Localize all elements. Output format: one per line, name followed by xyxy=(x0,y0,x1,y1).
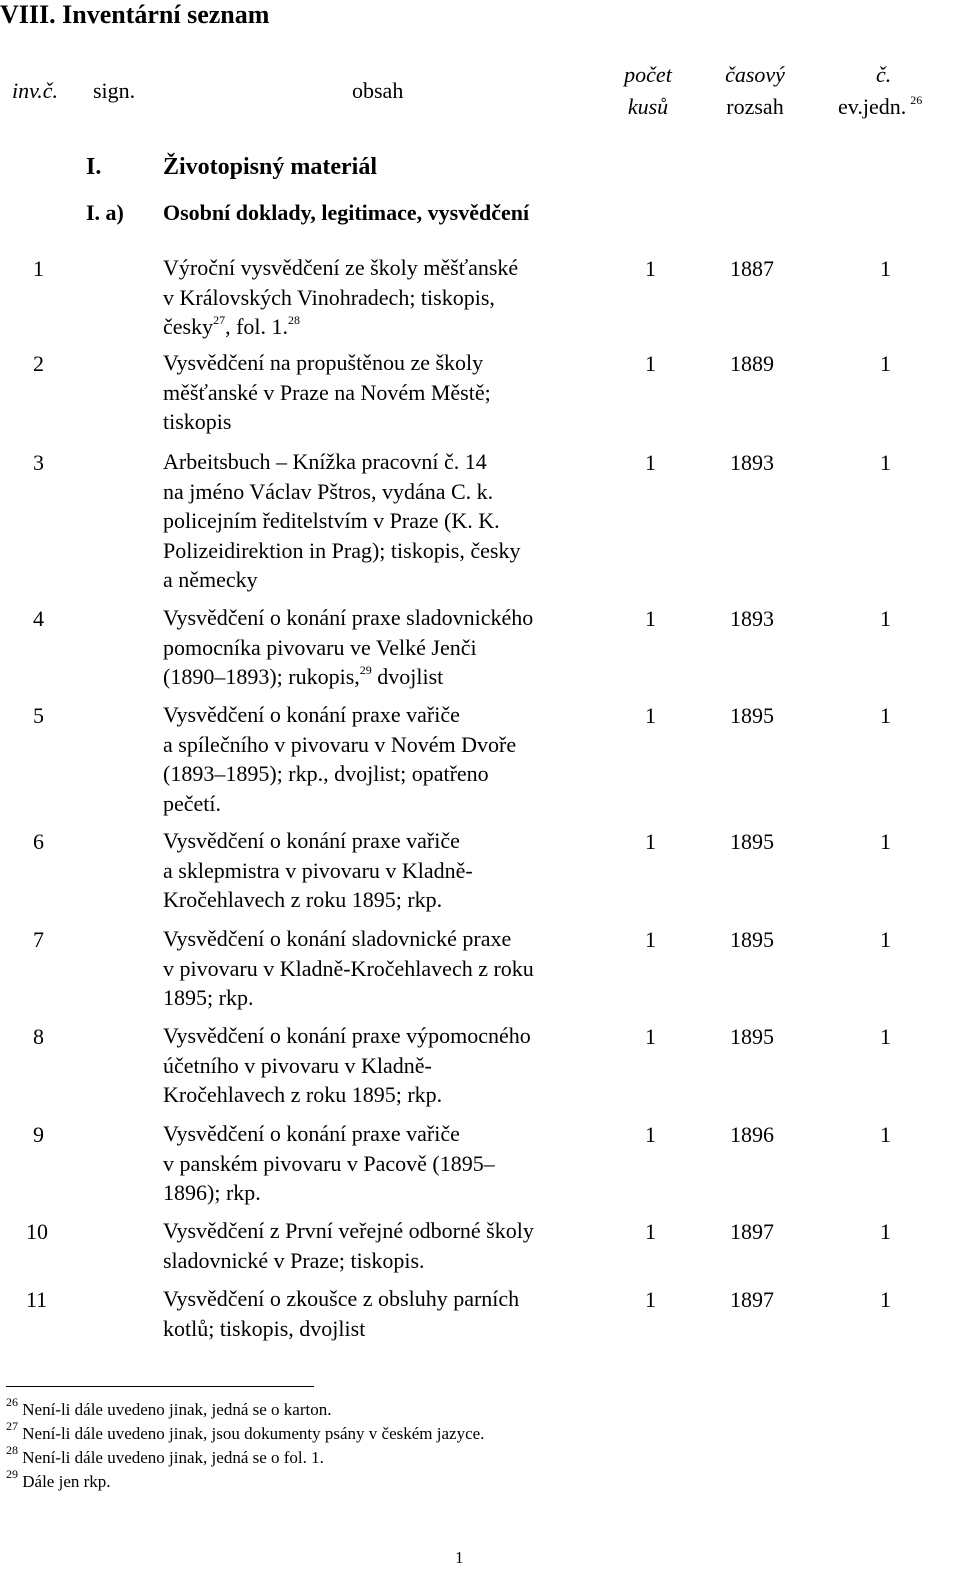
count: 1 xyxy=(645,450,656,475)
column-ev-2: ev.jedn. $^{26}$ xyxy=(838,92,923,119)
subsection-title: Osobní doklady, legitimace, vysvědčení xyxy=(163,200,530,225)
column-pocet-2: kusů xyxy=(627,94,669,119)
year-range: 1895 xyxy=(730,703,774,728)
count: 1 xyxy=(645,703,656,728)
count: 1 xyxy=(645,351,656,376)
inv-number: 10 xyxy=(26,1219,48,1244)
page-title: VIII. Inventární seznam xyxy=(0,0,270,29)
ev-unit: 1 xyxy=(880,1287,891,1312)
inv-number: 5 xyxy=(33,703,44,728)
entry-text: Vysvědčení o konání praxe vařiče a spílečního v pivovaru v Novém Dvoře (1893–1895); rkp., dvojlist; opatřeno pečetí. xyxy=(163,702,517,816)
year-range: 1895 xyxy=(730,1024,774,1049)
ev-unit: 1 xyxy=(880,1219,891,1244)
footnote: $^{29}$ Dále jen rkp. xyxy=(6,1467,111,1491)
count: 1 xyxy=(645,1024,656,1049)
inv-number: 8 xyxy=(33,1024,44,1049)
year-range: 1895 xyxy=(730,829,774,854)
year-range: 1895 xyxy=(730,927,774,952)
inv-number: 9 xyxy=(33,1122,44,1147)
entry-text: Vysvědčení z První veřejné odborné školy sladovnické v Praze; tiskopis. xyxy=(163,1218,534,1273)
column-sign: sign. xyxy=(93,78,136,103)
column-inv: inv.č. xyxy=(12,78,59,103)
entry-text: Výroční vysvědčení ze školy měšťanské v Královských Vinohradech; tiskopis, česky$^{27}$, fol. 1.28 xyxy=(163,255,519,339)
year-range: 1887 xyxy=(730,256,774,281)
count: 1 xyxy=(645,1219,656,1244)
column-ev-1: č. xyxy=(876,62,892,87)
ev-unit: 1 xyxy=(880,927,891,952)
footnote: $^{28}$ Není-li dále uvedeno jinak, jedná se o fol. 1. xyxy=(6,1443,324,1467)
entry-text: Vysvědčení na propuštěnou ze školy měšťanské v Praze na Novém Městě; tiskopis xyxy=(163,350,491,434)
page-number: 1 xyxy=(455,1548,464,1567)
ev-unit: 1 xyxy=(880,829,891,854)
count: 1 xyxy=(645,256,656,281)
section-title: Životopisný materiál xyxy=(163,154,377,180)
inv-number: 1 xyxy=(33,256,44,281)
year-range: 1897 xyxy=(730,1219,774,1244)
ev-unit: 1 xyxy=(880,1024,891,1049)
count: 1 xyxy=(645,1287,656,1312)
column-obsah: obsah xyxy=(352,78,404,103)
inv-number: 2 xyxy=(33,351,44,376)
subsection-number: I. a) xyxy=(86,200,124,225)
year-range: 1889 xyxy=(730,351,774,376)
footnote-ref: 26 xyxy=(910,92,923,107)
entry-text: Vysvědčení o konání praxe výpomocného účetního v pivovaru v Kladně- Kročehlavech z roku 1895; rkp. xyxy=(163,1023,531,1107)
count: 1 xyxy=(645,927,656,952)
inv-number: 11 xyxy=(26,1287,48,1312)
year-range: 1896 xyxy=(730,1122,774,1147)
entry-text: Vysvědčení o zkoušce z obsluhy parních kotlů; tiskopis, dvojlist xyxy=(163,1286,520,1341)
count: 1 xyxy=(645,606,656,631)
ev-unit: 1 xyxy=(880,703,891,728)
footnote: $^{26}$ Není-li dále uvedeno jinak, jedná se o karton. xyxy=(6,1395,332,1419)
year-range: 1897 xyxy=(730,1287,774,1312)
column-pocet-1: počet xyxy=(624,62,672,87)
entry-text: Vysvědčení o konání praxe sladovnického pomocníka pivovaru ve Velké Jenči (1890–1893); rukopis,$^{29}$ dvojlist xyxy=(163,605,534,689)
ev-unit: 1 xyxy=(880,450,891,475)
column-rozsah-2: rozsah xyxy=(726,94,784,119)
inv-number: 6 xyxy=(33,829,44,854)
entry-text: Vysvědčení o konání praxe vařiče a sklepmistra v pivovaru v Kladně- Kročehlavech z roku 1895; rkp. xyxy=(163,828,473,912)
count: 1 xyxy=(645,1122,656,1147)
entry-text: Vysvědčení o konání sladovnické praxe v pivovaru v Kladně-Kročehlavech z roku 1895; rkp. xyxy=(163,926,534,1010)
count: 1 xyxy=(645,829,656,854)
footnote: $^{27}$ Není-li dále uvedeno jinak, jsou dokumenty psány v českém jazyce. xyxy=(6,1419,485,1443)
column-rozsah-1: časový xyxy=(725,62,785,87)
section-number: I. xyxy=(86,154,102,180)
footnote-divider xyxy=(6,1386,314,1387)
year-range: 1893 xyxy=(730,450,774,475)
entry-text: Arbeitsbuch – Knížka pracovní č. 14 na jméno Václav Pštros, vydána C. k. policejním ředitelstvím v Praze (K. K. Polizeidirektion in Prag); tiskopis, česky a německy xyxy=(163,449,521,592)
ev-unit: 1 xyxy=(880,256,891,281)
year-range: 1893 xyxy=(730,606,774,631)
inv-number: 4 xyxy=(33,606,44,631)
inv-number: 3 xyxy=(33,450,44,475)
ev-unit: 1 xyxy=(880,351,891,376)
inv-number: 7 xyxy=(33,927,44,952)
ev-unit: 1 xyxy=(880,606,891,631)
entry-text: Vysvědčení o konání praxe vařiče v panském pivovaru v Pacově (1895– 1896); rkp. xyxy=(163,1121,495,1205)
ev-unit: 1 xyxy=(880,1122,891,1147)
